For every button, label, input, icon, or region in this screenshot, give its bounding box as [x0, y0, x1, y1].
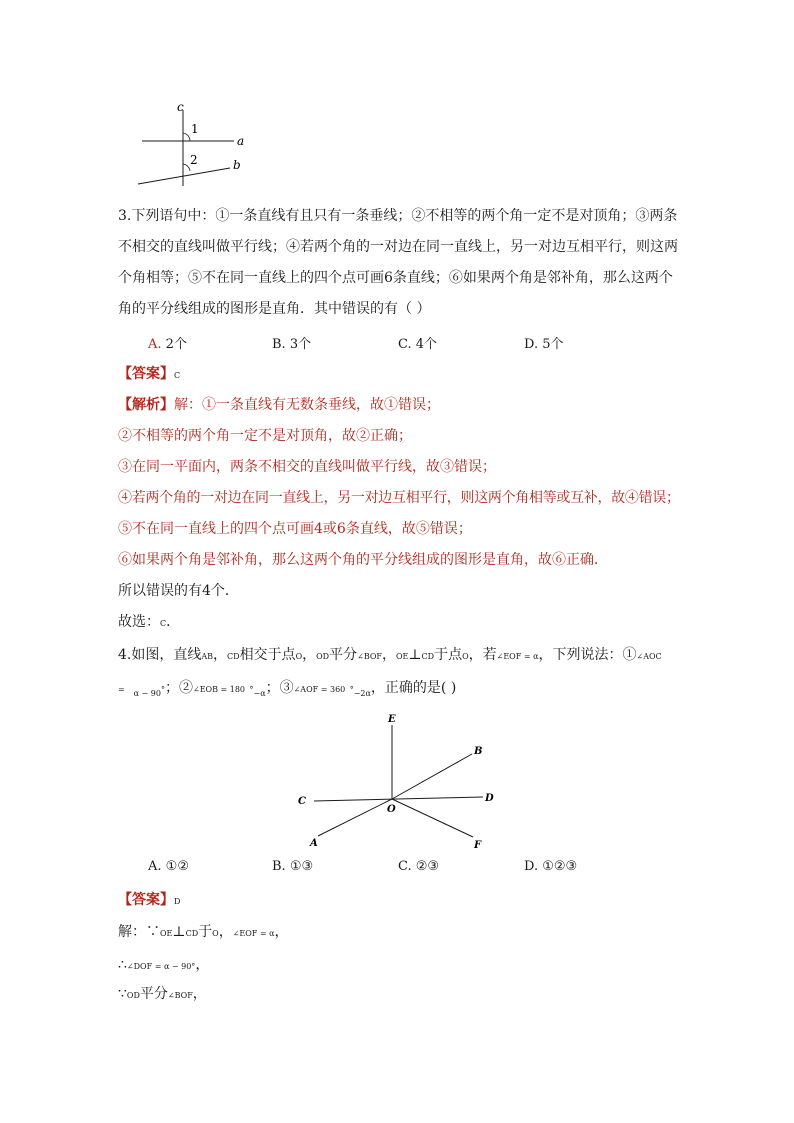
q4-text: ， [302, 647, 317, 663]
option-text: 5个 [542, 337, 564, 352]
math-angle-dof: ∠DOF = α − 90° [126, 962, 196, 971]
math-ab: AB [201, 652, 214, 661]
option-letter: B. [272, 859, 286, 874]
label-a: A [310, 838, 318, 849]
q3-answer [118, 364, 180, 386]
answer-value: C [174, 371, 181, 380]
option-letter: C. [398, 337, 412, 352]
math-od: OD [126, 991, 140, 1000]
q4-text: ∵ [118, 986, 127, 1002]
analysis-label: 【解析】 [118, 397, 174, 413]
math-minus-2alpha: −2α [353, 689, 371, 698]
q3-analysis-2: ②不相等的两个角一定不是对顶角，故②正确； [118, 428, 412, 444]
figure-transversal [130, 98, 260, 190]
q4-option-d [524, 859, 577, 874]
perp-symbol: ⊥ [172, 924, 186, 940]
perp-symbol: ⊥ [408, 647, 422, 663]
item-number-3: ③ [279, 680, 294, 696]
q3-choose [118, 612, 180, 634]
q4-text: 解：∵ [118, 924, 160, 940]
label-e: E [388, 714, 396, 725]
label-1: 1 [191, 122, 199, 136]
q4-text: ， [218, 924, 233, 940]
q4-text: ， [381, 647, 396, 663]
angle-2-arc [183, 164, 190, 171]
q3-line-2: 不相交的直线叫做平行线；④若两个角的一对边在同一直线上，另一对边互相平行，则这两 [118, 239, 678, 255]
choose-prefix: 故选： [118, 614, 160, 630]
math-eq: = [118, 685, 125, 694]
q4-text: ； [265, 680, 280, 696]
q3-option-a [148, 333, 187, 352]
q3-summary: 所以错误的有4个． [118, 583, 239, 599]
math-cd: CD [185, 929, 199, 938]
choose-value: C [160, 619, 167, 628]
math-minus-alpha: −α [253, 689, 266, 698]
q4-text: ，下列说法： [538, 647, 623, 663]
option-text: 4个 [415, 337, 438, 352]
math-o: O [295, 652, 303, 661]
q4-line-2 [118, 678, 456, 700]
option-letter: D. [524, 859, 539, 874]
item-number-2: ② [178, 680, 193, 696]
q4-solution-3 [118, 984, 207, 1006]
option-text: 3个 [289, 337, 312, 352]
q4-text: 相交于点 [239, 647, 296, 663]
math-angle-aoc: ∠AOC [636, 652, 662, 661]
q4-option-c [398, 859, 439, 874]
math-angle-eof: ∠EOF = α [232, 929, 275, 938]
ray-oa [318, 799, 392, 836]
q4-text: ， [192, 986, 207, 1002]
math-angle-eob: ∠EOB = 180 [192, 685, 246, 694]
math-oe: OE [395, 652, 409, 661]
q4-text: ，正确的是( ) [370, 680, 457, 696]
q3-option-c [398, 333, 437, 352]
q4-text: 4.如图，直线 [118, 647, 202, 663]
math-angle-aof: ∠AOF = 360 [293, 685, 346, 694]
answer-value: D [174, 897, 181, 906]
math-o: O [462, 652, 469, 661]
q3-line-4: 角的平分线组成的图形是直角．其中错误的有（ ） [118, 301, 431, 317]
q4-text: ， [274, 924, 289, 940]
math-cd: CD [421, 652, 435, 661]
label-2: 2 [190, 153, 198, 167]
q4-text: ∴ [118, 957, 127, 973]
label-o: O [387, 804, 396, 815]
q4-text: ，若 [468, 647, 497, 663]
degree-symbol: ° [160, 685, 165, 694]
line-b [138, 168, 230, 184]
option-text: ①③ [289, 859, 314, 874]
figure-intersecting-lines [290, 705, 510, 855]
q4-answer [118, 890, 180, 912]
option-letter: C. [398, 859, 412, 874]
line-cd [314, 797, 483, 801]
ray-ob [392, 754, 472, 799]
math-o: O [212, 929, 219, 938]
q4-text: 平分 [139, 986, 168, 1002]
label-b: B [474, 746, 483, 757]
q4-text: 于 [198, 924, 213, 940]
q3-analysis-5: ⑤不在同一直线上的四个点可画4或6条直线，故⑤错误； [118, 521, 472, 537]
option-text: ①②③ [542, 859, 578, 874]
ray-of [392, 799, 473, 837]
label-c: C [298, 796, 306, 807]
option-letter: B. [272, 337, 286, 352]
option-letter: A. [148, 859, 162, 874]
label-a: a [237, 134, 245, 148]
option-text: 2个 [165, 337, 187, 352]
q4-solution-1 [118, 922, 289, 944]
q4-solution-2 [118, 955, 209, 977]
q4-text: 于点 [434, 647, 463, 663]
q4-option-b [272, 859, 313, 874]
q3-line-1: 3.下列语句中：①一条直线有且只有一条垂线；②不相等的两个角一定不是对顶角；③两条 [118, 208, 678, 224]
answer-label: 【答案】 [118, 892, 174, 908]
option-letter: D. [524, 337, 539, 352]
analysis-text: 解：①一条直线有无数条垂线，故①错误； [174, 397, 440, 413]
q3-analysis-4: ④若两个角的一对边在同一直线上，另一对边互相平行，则这两个角相等或互补，故④错误； [118, 490, 680, 506]
q4-text: ； [164, 680, 179, 696]
option-text: ①② [165, 859, 189, 874]
q3-option-b [272, 333, 311, 352]
angle-1-arc [183, 133, 190, 141]
math-angle-eof: ∠EOF = α [496, 652, 539, 661]
label-b: b [233, 158, 241, 172]
option-letter: A. [148, 337, 162, 352]
q4-text: ， [213, 647, 228, 663]
math-angle-bof: ∠BOF [167, 991, 193, 1000]
math-expr-1: α − 90 [133, 689, 161, 698]
q4-text: ， [195, 957, 210, 973]
degree-symbol: ° [349, 685, 354, 694]
q3-line-3: 个角相等；⑤不在同一直线上的四个点可画6条直线；⑥如果两个角是邻补角，那么这两个 [118, 270, 673, 286]
q4-text: 平分 [329, 647, 358, 663]
math-cd: CD [227, 652, 240, 661]
q3-analysis-3: ③在同一平面内，两条不相交的直线叫做平行线，故③错误； [118, 459, 496, 475]
choose-suffix: ． [166, 614, 181, 630]
option-text: ②③ [415, 859, 440, 874]
q3-analysis-6: ⑥如果两个角是邻补角，那么这两个角的平分线组成的图形是直角，故⑥正确． [118, 552, 608, 568]
degree-symbol: ° [249, 685, 254, 694]
label-d: D [485, 793, 494, 804]
q3-option-d [524, 333, 564, 352]
item-number-1: ① [622, 647, 637, 663]
label-c: c [177, 100, 184, 114]
q3-analysis-1 [118, 395, 440, 415]
q4-option-a [148, 859, 189, 874]
math-od: OD [316, 652, 330, 661]
label-f: F [474, 840, 482, 851]
math-oe: OE [160, 929, 173, 938]
q4-line-1 [118, 645, 662, 667]
math-angle-bof: ∠BOF [357, 652, 382, 661]
answer-label: 【答案】 [118, 366, 174, 382]
